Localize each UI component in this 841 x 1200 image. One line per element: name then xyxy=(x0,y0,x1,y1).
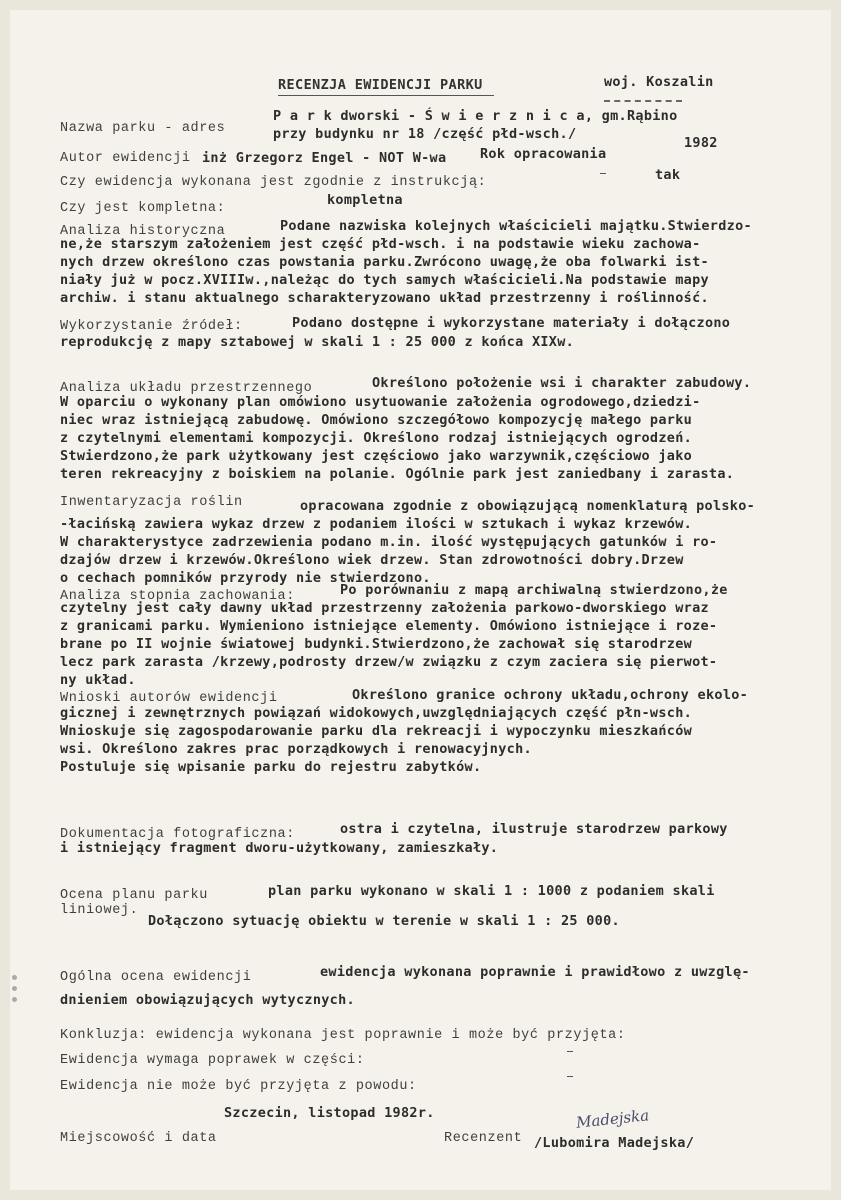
spatial-line-5: Stwierdzono,że park użytkowany jest częściowo jako warzywnik,częściowo jako xyxy=(60,448,693,464)
reviewer-signature: Madejska xyxy=(575,1106,650,1132)
plan-label: Ocena planu parku xyxy=(60,888,208,903)
preservation-line-2: czytelny jest cały dawny układ przestrzenny założenia parkowo-dworskiego wraz xyxy=(60,600,709,616)
conclusions-line-2: gicznej i zewnętrznych powiązań widokowych,uwzględniających część płn-wsch. xyxy=(60,705,693,721)
historical-line-2: ne,że starszym założeniem jest część płd-wsch. i na podstawie wieku zachowa- xyxy=(60,236,701,252)
region-underline xyxy=(604,100,682,102)
conclusions-line-1: Określono granice ochrony układu,ochrony ekolo- xyxy=(352,687,749,703)
preservation-line-3: z granicami parku. Wymieniono istniejące elementy. Omówiono istniejące i roze- xyxy=(60,618,718,634)
historical-line-3: nych drzew określono czas powstania parku.Zwrócono uwagę,że oba folwarki ist- xyxy=(60,254,709,270)
author-value: inż Grzegorz Engel - NOT W-wa xyxy=(202,150,447,166)
rejected-dash xyxy=(567,1076,573,1077)
spatial-line-3: niec wraz istniejącą zabudowę. Omówiono szczegółowo kompozycję małego parku xyxy=(60,412,693,428)
conclusions-line-3: Wnioskuje się zagospodarowanie parku dla rekreacji i wypoczynku mieszkańców xyxy=(60,723,693,739)
author-label: Autor ewidencji xyxy=(60,151,191,166)
park-name-line-1: P a r k dworski - Ś w i e r z n i c a, gm.Rąbino xyxy=(273,108,678,124)
instruction-value: tak xyxy=(655,167,681,183)
plants-line-3: W charakterystyce zadrzewienia podano m.in. ilość występujących gatunków i ro- xyxy=(60,534,718,550)
plants-line-1: opracowana zgodnie z obowiązującą nomenklaturą polsko- xyxy=(300,498,756,514)
park-name-line-2: przy budynku nr 18 /część płd-wsch./ xyxy=(273,126,577,142)
spatial-line-4: z czytelnymi elementami kompozycji. Określono rodzaj istniejących ogrodzeń. xyxy=(60,430,693,446)
place-date-value: Szczecin, listopad 1982r. xyxy=(224,1105,435,1121)
complete-value: kompletna xyxy=(327,192,403,208)
title-underline xyxy=(278,95,494,96)
reviewer-label: Recenzent xyxy=(444,1131,523,1146)
binder-holes xyxy=(12,975,17,1008)
plants-line-4: dzajów drzew i krzewów.Określono wiek drzew. Stan zdrowotności dobry.Drzew xyxy=(60,552,684,568)
spatial-line-6: teren rekreacyjny z boiskiem na polanie. Ogólnie park jest zaniedbany i zarasta. xyxy=(60,466,735,482)
conclusions-line-4: wsi. Określono zakres prac porządkowych i renowacyjnych. xyxy=(60,741,532,757)
document-page xyxy=(10,10,831,1190)
conclusion-rejected: Ewidencja nie może być przyjęta z powodu: xyxy=(60,1079,417,1094)
conclusions-line-5: Postuluje się wpisanie parku do rejestru zabytków. xyxy=(60,759,482,775)
plan-label-cont: liniowej. xyxy=(60,903,139,918)
year-label: Rok opracowania xyxy=(480,146,607,162)
reviewer-name: /Lubomira Madejska/ xyxy=(534,1135,695,1151)
general-line-2: dnieniem obowiązujących wytycznych. xyxy=(60,992,355,1008)
plan-line-2: Dołączono sytuację obiektu w terenie w skali 1 : 25 000. xyxy=(148,913,620,929)
place-date-label: Miejscowość i data xyxy=(60,1131,217,1146)
instruction-dash xyxy=(600,173,606,174)
sources-line-1: Podano dostępne i wykorzystane materiały i dołączono xyxy=(292,315,731,331)
instruction-label: Czy ewidencja wykonana jest zgodnie z instrukcją: xyxy=(60,175,487,190)
preservation-label: Analiza stopnia zachowania: xyxy=(60,589,295,604)
conclusion-corrections: Ewidencja wymaga poprawek w części: xyxy=(60,1053,365,1068)
photo-label: Dokumentacja fotograficzna: xyxy=(60,827,295,842)
historical-label: Analiza historyczna xyxy=(60,224,226,239)
preservation-line-6: ny układ. xyxy=(60,672,136,688)
complete-label: Czy jest kompletna: xyxy=(60,201,226,216)
conclusions-label: Wnioski autorów ewidencji xyxy=(60,691,278,706)
sources-label: Wykorzystanie źródeł: xyxy=(60,319,243,334)
preservation-line-4: brane po II wojnie światowej budynki.Stwierdzono,że zachował się starodrzew xyxy=(60,636,693,652)
spatial-line-2: W oparciu o wykonany plan omówiono usytuowanie założenia ogrodowego,dziedzi- xyxy=(60,394,701,410)
photo-line-1: ostra i czytelna, ilustruje starodrzew parkowy xyxy=(340,821,728,837)
region-label: woj. Koszalin xyxy=(604,74,714,90)
corrections-dash xyxy=(567,1051,573,1052)
spatial-line-1: Określono położenie wsi i charakter zabudowy. xyxy=(372,375,752,391)
general-line-1: ewidencja wykonana poprawnie i prawidłowo z uwzglę- xyxy=(320,964,750,980)
preservation-line-1: Po porównaniu z mapą archiwalną stwierdzono,że xyxy=(340,582,728,598)
general-label: Ogólna ocena ewidencji xyxy=(60,970,252,985)
spatial-label: Analiza układu przestrzennego xyxy=(60,381,313,396)
historical-line-5: archiw. i stanu aktualnego scharakteryzowano układ przestrzenny i roślinność. xyxy=(60,290,709,306)
document-title: RECENZJA EWIDENCJI PARKU xyxy=(278,77,483,93)
year-value: 1982 xyxy=(684,135,718,151)
preservation-line-5: lecz park zarasta /krzewy,podrosty drzew/w związku z czym zaciera się pierwot- xyxy=(60,654,718,670)
photo-line-2: i istniejący fragment dworu-użytkowany, zamieszkały. xyxy=(60,840,499,856)
plants-line-5: o cechach pomników przyrody nie stwierdzono. xyxy=(60,570,431,586)
conclusion-accepted: Konkluzja: ewidencja wykonana jest poprawnie i może być przyjęta: xyxy=(60,1028,626,1043)
plants-label: Inwentaryzacja roślin xyxy=(60,495,243,510)
plan-line-1: plan parku wykonano w skali 1 : 1000 z podaniem skali xyxy=(268,883,715,899)
plants-line-2: -łacińską zawiera wykaz drzew z podaniem ilości w sztukach i wykaz krzewów. xyxy=(60,516,693,532)
historical-line-4: niały już w pocz.XVIIIw.,należąc do tych samych właścicieli.Na podstawie mapy xyxy=(60,272,709,288)
park-name-label: Nazwa parku - adres xyxy=(60,121,226,136)
historical-line-1: Podane nazwiska kolejnych właścicieli majątku.Stwierdzo- xyxy=(280,218,752,234)
sources-line-2: reprodukcję z mapy sztabowej w skali 1 : 25 000 z końca XIXw. xyxy=(60,334,575,350)
